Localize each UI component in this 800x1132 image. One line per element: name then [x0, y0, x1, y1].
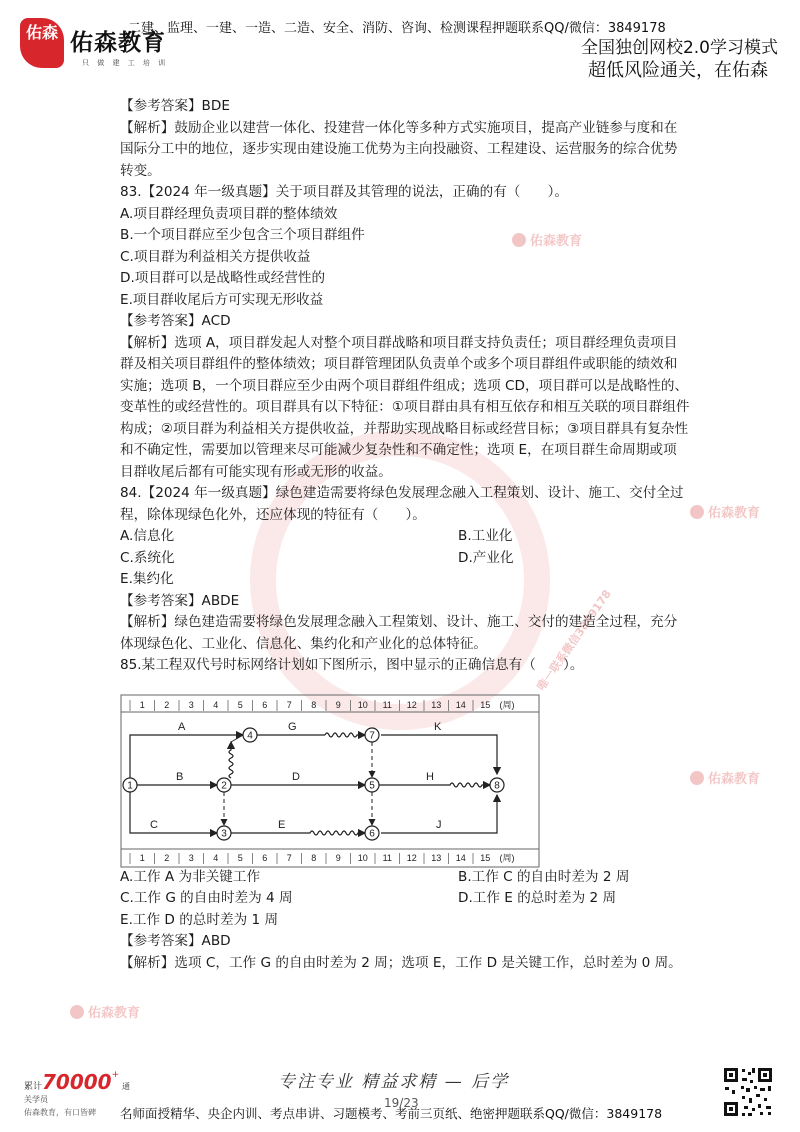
scale-tick-label: 14	[455, 700, 466, 710]
label-g: G	[288, 721, 297, 733]
scale-tick-label: 5	[237, 700, 243, 710]
option-85-e: E.工作 D 的总时差为 1 周	[120, 911, 279, 928]
node-label-2: 2	[221, 780, 227, 792]
option-85-a: A.工作 A 为非关键工作	[120, 868, 261, 885]
explanation-83: 【解析】选项 A，项目群发起人对整个项目群战略和项目群支持负责任；项目群经理负责项目群及相关项目群组件的整体绩效；项目群管理团队负责单个或多个项目群组件或职能的绩效和实施；选项 B，一个项目群应至少由两个项目群组件组成；选项 CD，项目群可以是战略性的、变革性的或经营性的。项目群具有以下特征：①项目群由具有相互依存和相互关联的项目群组件构成；②项目群为利益相关方提供收益，并帮助实现战略目标或经营目标；③项目群具有复杂性和不确定性，需要加以管理来尽可能减少复杂性和不确定性；选项 E，在项目群生命周期或项目群收尾后都有可能实现有形或无形的收益。	[120, 334, 690, 480]
explanation-84: 【解析】绿色建造需要将绿色发展理念融入工程策划、设计、施工、交付的建造全过程，充分体现绿色化、工业化、信息化、集约化和产业化的总体特征。	[120, 614, 678, 652]
arrow-a	[130, 735, 243, 778]
node-label-8: 8	[494, 780, 500, 792]
scale-tick-label: 10	[357, 853, 368, 863]
scale-tick-label: 4	[213, 700, 219, 710]
node-label-7: 7	[369, 730, 375, 742]
scale-tick-label: 4	[213, 853, 219, 863]
question-83: 83.【2024 年一级真题】关于项目群及其管理的说法，正确的有（ ）。	[120, 184, 568, 200]
scale-tick-label: 8	[311, 700, 317, 710]
node-label-3: 3	[221, 828, 227, 840]
option-85-b: B.工作 C 的自由时差为 2 周	[458, 868, 630, 885]
watermark-brand: 佑森教育	[512, 230, 582, 249]
options-84-row-1	[120, 526, 690, 548]
scale-tick-label: 6	[262, 853, 268, 863]
scale-tick-label: 14	[455, 853, 466, 863]
footer-reputation: 佑森教育，有口皆碑	[24, 1108, 96, 1117]
scale-tick-label: 11	[382, 853, 392, 863]
header-tagline-1: 全国独创网校2.0学习模式	[580, 38, 778, 58]
top-scale-ticks	[130, 700, 515, 711]
scale-tick-label: 10	[357, 700, 368, 710]
watermark-brand: 佑森教育	[690, 768, 760, 787]
scale-tick-label: 2	[164, 700, 170, 710]
scale-tick-label: 8	[311, 853, 317, 863]
scale-tick-label: (周)	[499, 853, 515, 863]
scale-tick-label: 7	[286, 700, 292, 710]
arrow-k	[381, 735, 497, 774]
arrow-2-4-tail	[231, 735, 243, 742]
scale-tick-label: 3	[188, 700, 194, 710]
node-label-6: 6	[369, 828, 375, 840]
option-83-d: D.项目群可以是战略性或经营性的	[120, 270, 326, 286]
option-83-b: B.一个项目群应至少包含三个项目群组件	[120, 227, 365, 243]
arrow-2-4-wave	[229, 742, 233, 778]
scale-tick-label: 1	[139, 700, 145, 710]
footer-stats	[24, 1070, 134, 1118]
scale-tick-label: 2	[164, 853, 170, 863]
scale-tick-label: 13	[431, 853, 442, 863]
node-label-4: 4	[247, 730, 253, 742]
logo-slogan: 只 做 建 工 培 训	[82, 59, 169, 67]
diagram-nodes	[123, 728, 504, 840]
node-label-1: 1	[127, 780, 133, 792]
answer-85: 【参考答案】ABD	[120, 933, 231, 949]
option-83-c: C.项目群为利益相关方提供收益	[120, 248, 311, 265]
scale-tick-label: 3	[188, 853, 194, 863]
scale-tick-label: 9	[335, 700, 341, 710]
option-84-b: B.工业化	[458, 528, 513, 544]
scale-tick-label: 1	[139, 853, 145, 863]
label-h: H	[426, 771, 434, 783]
scale-tick-label: 9	[335, 853, 341, 863]
time-scaled-network-diagram	[120, 694, 540, 868]
scale-tick-label: 5	[237, 853, 243, 863]
question-84: 84.【2024 年一级真题】绿色建造需要将绿色发展理念融入工程策划、设计、施工、交付全过程，除体现绿色化外，还应体现的特征有（ ）。	[120, 485, 684, 523]
scale-tick-label: (周)	[499, 700, 515, 710]
watermark-brand: 佑森教育	[70, 1002, 140, 1021]
explanation-82: 【解析】鼓励企业以建营一体化、投建营一体化等多种方式实施项目，提高产业链参与度和在国际分工中的地位，逐步实现由建设施工优势为主向投融资、工程建设、运营服务的综合优势转变。	[120, 119, 678, 179]
header-tagline-2: 超低风险通关，在佑森	[588, 60, 768, 81]
scale-tick-label: 7	[286, 853, 292, 863]
scale-tick-label: 15	[480, 700, 491, 710]
options-85-row-2	[120, 888, 690, 910]
option-84-a: A.信息化	[120, 528, 175, 544]
explanation-85: 【解析】选项 C，工作 G 的自由时差为 2 周；选项 E，工作 D 是关键工作，总时差为 0 周。	[120, 954, 682, 971]
footer-motto: 专注专业 精益求精 — 后学	[278, 1072, 510, 1092]
node-label-5: 5	[369, 780, 375, 792]
label-a: A	[178, 721, 186, 733]
option-84-d: D.产业化	[458, 549, 514, 566]
label-e: E	[278, 819, 286, 831]
arrow-e	[231, 831, 365, 835]
scale-tick-label: 15	[480, 853, 491, 863]
scale-tick-label: 12	[406, 853, 417, 863]
label-d: D	[292, 771, 300, 783]
label-c: C	[150, 819, 158, 831]
answer-82: 【参考答案】BDE	[120, 98, 230, 114]
scale-tick-label: 13	[431, 700, 442, 710]
page-number: 19/23	[384, 1096, 419, 1110]
label-k: K	[434, 721, 442, 733]
label-b: B	[176, 771, 184, 783]
answer-84: 【参考答案】ABDE	[120, 592, 240, 609]
options-85-row-1	[120, 867, 690, 889]
logo-seal: 佑森	[20, 18, 64, 68]
option-84-c: C.系统化	[120, 549, 175, 566]
label-j: J	[436, 819, 442, 831]
option-83-a: A.项目群经理负责项目群的整体绩效	[120, 205, 338, 222]
arrow-g-wave	[325, 733, 365, 737]
qr-code-icon	[722, 1066, 774, 1118]
header-contact-line: 二建、监理、一建、一造、二造、安全、消防、咨询、检测课程押题联系QQ/微信：3849178	[128, 21, 666, 36]
arrow-h	[379, 783, 490, 787]
options-84-row-2	[120, 548, 690, 570]
arrow-c	[130, 792, 217, 833]
watermark-contact: 唯一联系微信3849178	[534, 587, 614, 693]
footer-contact-line: 名师面授精华、央企内训、考点串讲、习题模考、考前三页纸、绝密押题联系QQ/微信：3849178	[120, 1106, 663, 1121]
option-85-d: D.工作 E 的总时差为 2 周	[458, 890, 617, 906]
logo-name: 佑森教育	[70, 30, 166, 56]
bottom-scale-ticks	[130, 853, 515, 864]
question-85: 85.某工程双代号时标网络计划如下图所示，图中显示的正确信息有（ ）。	[120, 657, 584, 673]
scale-tick-label: 11	[382, 700, 392, 710]
footer-count-line: 累计70000+ 通关学员	[24, 1070, 131, 1104]
option-84-e: E.集约化	[120, 571, 174, 587]
watermark-brand: 佑森教育	[690, 502, 760, 521]
scale-tick-label: 6	[262, 700, 268, 710]
option-83-e: E.项目群收尾后方可实现无形收益	[120, 291, 324, 308]
answer-83: 【参考答案】ACD	[120, 313, 231, 329]
option-85-c: C.工作 G 的自由时差为 4 周	[120, 890, 293, 906]
scale-tick-label: 12	[406, 700, 417, 710]
